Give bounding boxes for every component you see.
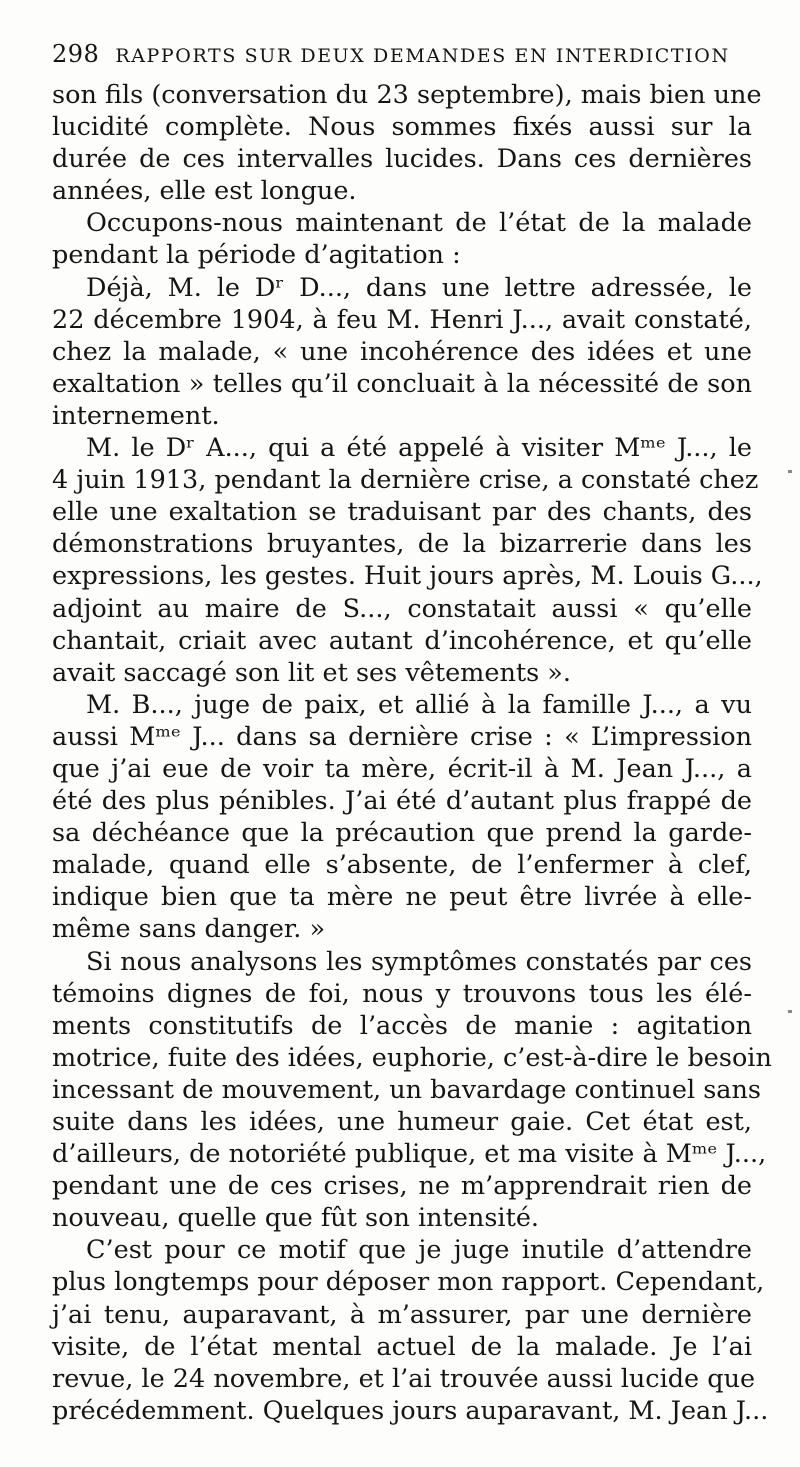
text-line: indique bien que ta mère ne peut être livrée à elle- (52, 882, 752, 913)
text-line: expressions, les gestes. Huit jours après, M. Louis G..., (52, 561, 763, 592)
text-line: lucidité complète. Nous sommes fixés aussi sur la (52, 112, 752, 143)
text-line: 22 décembre 1904, à feu M. Henri J..., avait constaté, (52, 304, 752, 335)
text-line: visite, de l’état mental actuel de la malade. Je l’ai (52, 1331, 752, 1362)
text-line: plus longtemps pour déposer mon rapport. Cependant, (52, 1267, 765, 1298)
text-line: années, elle est longue. (52, 176, 357, 207)
running-title: RAPPORTS SUR DEUX DEMANDES EN INTERDICTION (115, 45, 730, 67)
page-number: 298 (52, 40, 100, 68)
text-line: Déjà, M. le Dʳ D..., dans une lettre adressée, le (86, 272, 752, 303)
margin-mark (788, 470, 792, 473)
text-line: elle une exaltation se traduisant par des chants, des (52, 497, 752, 528)
text-line: j’ai tenu, auparavant, à m’assurer, par une dernière (52, 1299, 752, 1330)
text-line: chez la malade, « une incohérence des idées et une (52, 336, 752, 367)
text-line: M. le Dʳ A..., qui a été appelé à visiter Mᵐᵉ J..., le (86, 433, 752, 464)
text-line: motrice, fuite des idées, euphorie, c’est-à-dire le besoin (52, 1042, 772, 1073)
text-line: pendant la période d’agitation : (52, 240, 461, 271)
text-line: durée de ces intervalles lucides. Dans ces dernières (52, 144, 752, 175)
margin-mark (788, 1010, 792, 1013)
text-line: exaltation » telles qu’il concluait à la nécessité de son (52, 368, 752, 399)
text-line: pendant une de ces crises, ne m’apprendrait rien de (52, 1171, 752, 1202)
text-line: Occupons-nous maintenant de l’état de la malade (86, 208, 752, 239)
text-line: Si nous analysons les symptômes constatés par ces (86, 946, 752, 977)
text-line: été des plus pénibles. J’ai été d’autant plus frappé de (52, 786, 752, 817)
text-line: aussi Mᵐᵉ J... dans sa dernière crise : « L’impression (52, 721, 752, 752)
text-line: que j’ai eue de voir ta mère, écrit-il à M. Jean J..., a (52, 753, 752, 784)
text-line: d’ailleurs, de notoriété publique, et ma visite à Mᵐᵉ J..., (52, 1139, 767, 1170)
text-line: sa déchéance que la précaution que prend la garde- (52, 818, 752, 849)
text-line: même sans danger. » (52, 914, 326, 945)
text-line: témoins dignes de foi, nous y trouvons tous les élé- (52, 978, 752, 1009)
text-line: chantait, criait avec autant d’incohérence, et qu’elle (52, 625, 752, 656)
text-line: suite dans les idées, une humeur gaie. Cet état est, (52, 1107, 752, 1137)
text-line: son fils (conversation du 23 septembre), mais bien une (52, 80, 762, 110)
text-line: précédemment. Quelques jours auparavant, M. Jean J... (52, 1395, 769, 1426)
text-line: démonstrations bruyantes, de la bizarrerie dans les (52, 529, 752, 560)
text-line: nouveau, quelle que fût son intensité. (52, 1203, 540, 1234)
text-line: incessant de mouvement, un bavardage continuel sans (52, 1074, 762, 1105)
text-line: adjoint au maire de S..., constatait aussi « qu’elle (52, 593, 752, 624)
text-line: M. B..., juge de paix, et allié à la famille J..., a vu (86, 689, 752, 720)
text-line: internement. (52, 400, 220, 431)
text-line: malade, quand elle s’absente, de l’enfermer à clef, (52, 850, 752, 881)
running-header (52, 40, 752, 68)
body-text (52, 79, 772, 1427)
text-line: avait saccagé son lit et ses vêtements ». (52, 657, 572, 688)
text-line: C’est pour ce motif que je juge inutile d’attendre (86, 1235, 752, 1266)
text-line: 4 juin 1913, pendant la dernière crise, a constaté chez (52, 465, 759, 496)
text-line: revue, le 24 novembre, et l’ai trouvée aussi lucide que (52, 1363, 756, 1394)
text-line: ments constitutifs de l’accès de manie : agitation (52, 1010, 752, 1041)
